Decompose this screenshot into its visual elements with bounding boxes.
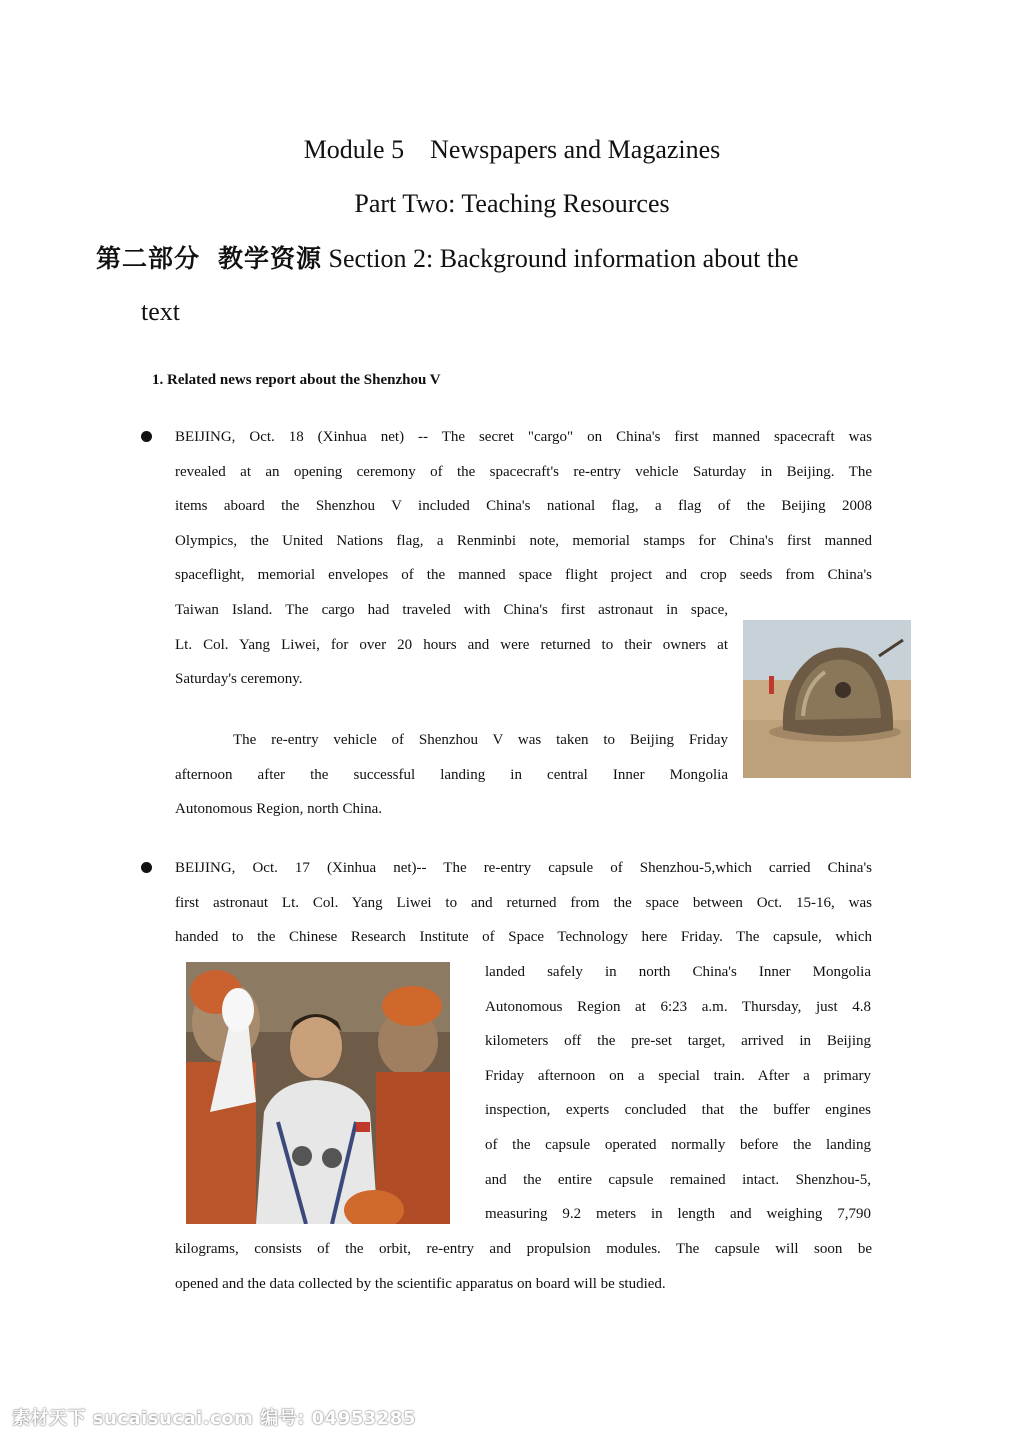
news-report-2 [175,851,872,955]
news-report-2-side [485,955,871,1232]
text-line: kilometers off the pre-set target, arrived in Beijing [485,1033,871,1050]
text-line: Olympics, the United Nations flag, a Renminbi note, memorial stamps for China's first manned [175,532,872,549]
item-1-heading: 1. Related news report about the Shenzhou V [152,372,441,388]
watermark: 素材天下 sucaisucai.com 编号: 04953285 [12,1408,416,1429]
text-line: Taiwan Island. The cargo had traveled with China's first astronaut in space, [175,602,728,618]
section-heading [96,242,799,276]
text-line: of the capsule operated normally before the landing [485,1136,871,1153]
news-report-2-bottom [175,1232,872,1301]
text-line: measuring 9.2 meters in length and weighing 7,790 [485,1206,871,1223]
text-line: and the entire capsule remained intact. Shenzhou-5, [485,1171,871,1188]
section-heading-en: Section 2: Background information about the [328,244,799,273]
section-heading-cn-part: 第二部分 [96,244,201,273]
text-line: BEIJING, Oct. 18 (Xinhua net) -- The secret "cargo" on China's first manned spacecraft was [175,429,872,445]
news-report-1-para2 [175,723,728,827]
text-line: inspection, experts concluded that the buffer engines [485,1102,871,1119]
text-line: Friday afternoon on a special train. After a primary [485,1067,871,1084]
text-line: first astronaut Lt. Col. Yang Liwei to and returned from the space between Oct. 15-16, was [175,894,872,911]
bullet-icon [141,862,152,873]
capsule-image [743,620,911,778]
text-line: afternoon after the successful landing in central Inner Mongolia [175,766,728,783]
news-report-1 [175,420,872,593]
text-line: revealed at an opening ceremony of the spacecraft's re-entry vehicle Saturday in Beijing. The [175,463,872,480]
bullet-icon [141,431,152,442]
text-line: The re-entry vehicle of Shenzhou V was taken to Beijing Friday [233,732,728,748]
text-line: Autonomous Region, north China. [175,801,383,818]
text-line: kilograms, consists of the orbit, re-entry and propulsion modules. The capsule will soon be [175,1241,872,1257]
astronaut-photo [186,962,450,1224]
text-line: handed to the Chinese Research Institute of Space Technology here Friday. The capsule, which [175,929,872,946]
news-report-1-wrap [175,593,728,697]
text-line: BEIJING, Oct. 17 (Xinhua net)-- The re-entry capsule of Shenzhou-5,which carried China's [175,860,872,876]
text-line: landed safely in north China's Inner Mongolia [485,964,871,980]
page-subtitle: Part Two: Teaching Resources [354,189,670,218]
text-line: spaceflight, memorial envelopes of the manned space flight project and crop seeds from China's [175,567,872,584]
reentry-capsule-photo [743,620,911,778]
text-line: items aboard the Shenzhou V included China's national flag, a flag of the Beijing 2008 [175,498,872,515]
section-heading-cn-resources: 教学资源 [218,244,323,273]
section-heading-continued: text [141,297,180,326]
text-line: Lt. Col. Yang Liwei, for over 20 hours and were returned to their owners at [175,636,728,653]
text-line: Autonomous Region at 6:23 a.m. Thursday, just 4.8 [485,998,871,1015]
text-line: opened and the data collected by the scientific apparatus on board will be studied. [175,1275,666,1292]
text-line: Saturday's ceremony. [175,671,303,688]
astronaut-image [186,962,450,1224]
page-title: Module 5 Newspapers and Magazines [303,135,721,164]
